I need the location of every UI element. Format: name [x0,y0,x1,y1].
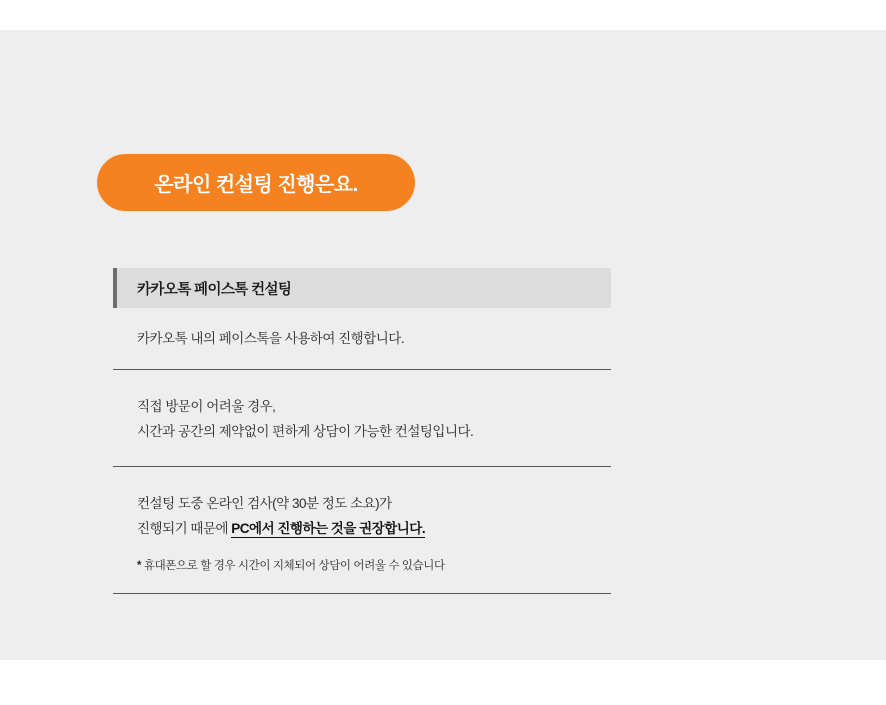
note-text: 휴대폰으로 할 경우 시간이 지체되어 상담이 어려울 수 있습니다 [141,560,445,572]
recommendation-line-2 [137,516,611,541]
card-section-description [113,308,611,370]
recommendation-line-1: 컨설팅 도중 온라인 검사(약 30분 정도 소요)가 [137,496,392,511]
card-header [113,268,611,308]
description-line: 카카오톡 내의 페이스톡을 사용하여 진행합니다. [137,331,405,346]
recommendation-note [137,557,611,573]
card-header-title: 카카오톡 페이스톡 컨설팅 [137,281,292,298]
section-title-badge [97,154,415,211]
note-star: * [137,560,142,572]
consulting-card [113,268,611,594]
card-section-benefit [113,370,611,467]
card-section-recommendation [113,467,611,594]
section-title-text: 온라인 컨설팅 진행은요. [154,174,358,196]
content-panel [0,30,886,660]
recommendation-emphasis: PC에서 진행하는 것을 권장합니다. [231,521,426,536]
recommendation-line-2-prefix: 진행되기 때문에 [137,521,232,536]
benefit-line-2: 시간과 공간의 제약없이 편하게 상담이 가능한 컨설팅입니다. [137,424,474,439]
benefit-line-1: 직접 방문이 어려울 경우, [137,399,276,414]
